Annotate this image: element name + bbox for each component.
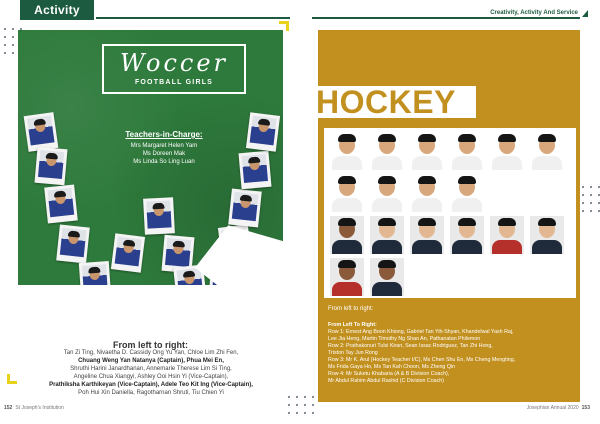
school-name: St Joseph's Institution <box>15 405 64 411</box>
member-portrait <box>490 132 524 170</box>
teacher-name: Ms Doreen Mak <box>142 151 186 157</box>
player-photo <box>143 197 175 235</box>
decorative-dots <box>582 186 600 212</box>
staff-portrait <box>450 216 484 254</box>
credits-heading: From left to right: <box>113 340 188 350</box>
player-photo <box>246 112 280 151</box>
caption-line: From Left To Right: <box>328 322 377 328</box>
coach-portrait <box>370 258 404 296</box>
header-divider <box>312 17 580 19</box>
player-photo <box>56 225 90 264</box>
page-number: 152 <box>4 405 13 411</box>
credits-line: Prathiksha Karthikeyan (Vice-Captain), Adele Teo Kit Ing (Vice-Captain), <box>49 382 253 388</box>
player-photo <box>44 185 78 224</box>
player-photo <box>238 151 271 189</box>
caption-line: Triston Tay Jun Rong <box>328 350 378 356</box>
credits-line: Chuang Weng Yan Natanya (Captain), Phua Mei En, <box>78 358 224 364</box>
caption-heading: From left to right: <box>328 306 374 312</box>
teachers-list <box>104 142 224 166</box>
woccer-poster <box>18 30 283 285</box>
staff-portrait <box>370 216 404 254</box>
caption-list <box>328 322 578 385</box>
poster-title-frame <box>102 44 246 94</box>
staff-portrait <box>530 216 564 254</box>
caption-line: Row 4: Mr Suketu Khabaria (A & B Division Coach), <box>328 371 450 377</box>
caption-line: Row 3: Mr K. Arul (Hockey Teacher I/C), Ms Chen Shu En, Ms Cheng Mengting, <box>328 357 516 363</box>
player-photo <box>111 233 145 272</box>
credits-line: Angeline Chua Xiangyi, Ashley Ooi Hsin Yi (Vice-Captain), <box>73 374 229 380</box>
caption-line: Mr Abdul Rahim Abdul Rashid (C Division Coach) <box>328 378 444 384</box>
poster-title: Woccer <box>119 49 229 77</box>
player-photo <box>34 147 67 185</box>
header-divider <box>96 17 290 19</box>
member-portrait <box>370 132 404 170</box>
teacher-name: Mrs Margaret Helen Yam <box>130 143 198 149</box>
decorative-dots <box>288 396 314 414</box>
page-number: 153 <box>581 405 590 411</box>
member-portrait <box>410 174 444 212</box>
caption-line: Row 2: Prathakonuri Tulsi Kiran, Sean Issac Rodriguez, Tan Zhi Hong, <box>328 343 493 349</box>
caption-line: Row 1: Ernest Ang Boon Khiong, Gabriel Tan Yih-Shyan, Khandelwal Yash Raj, <box>328 329 514 335</box>
triangle-icon <box>582 10 588 17</box>
player-photo <box>228 189 262 228</box>
player-photo <box>218 224 252 263</box>
section-tab-activity: Activity <box>20 0 94 20</box>
poster-subtitle: FOOTBALL GIRLS <box>134 79 214 86</box>
team-photo-grid <box>324 128 576 298</box>
coach-portrait <box>330 258 364 296</box>
teachers-heading: Teachers-in-Charge: <box>125 130 203 139</box>
left-footer <box>4 405 64 411</box>
staff-portrait <box>490 216 524 254</box>
staff-portrait <box>410 216 444 254</box>
member-portrait <box>530 132 564 170</box>
credits-line: Poh Hui Xin Daniella, Ragotharnan Shruti, Tiu Chien Yi <box>78 390 224 396</box>
player-photo <box>24 112 59 152</box>
staff-portrait <box>330 216 364 254</box>
credits-line: Shruthi Harini Janardhanan, Annemarie Therese Lim Si Ting, <box>70 366 232 372</box>
credits-list <box>16 349 286 397</box>
section-label: Creativity, Activity And Service <box>490 10 578 16</box>
member-portrait <box>450 174 484 212</box>
member-portrait <box>410 132 444 170</box>
credits-line: Tan Zi Ting, Nivaetha D. Cassidy Ong Yu Yan, Chloe Lim Zhi Fen, <box>63 350 239 356</box>
teacher-name: Ms Linda So Ling Luan <box>133 159 195 165</box>
player-photo <box>209 261 241 285</box>
member-portrait <box>370 174 404 212</box>
member-portrait <box>330 174 364 212</box>
right-footer <box>527 405 590 411</box>
member-portrait <box>450 132 484 170</box>
annual-name: Josephian Annual 2020 <box>526 405 579 411</box>
player-photo <box>173 265 207 285</box>
member-portrait <box>330 132 364 170</box>
player-photo <box>79 261 111 285</box>
caption-line: Ms Frida Gaya Ho, Ms Tan Kah Choon, Ms Zheng Qin <box>328 364 456 370</box>
hockey-title: HOCKEY <box>316 84 456 120</box>
caption-line: Lee Jia Heng, Martin Timothy Ng Shao An, Pathanatan Philemon <box>328 336 481 342</box>
